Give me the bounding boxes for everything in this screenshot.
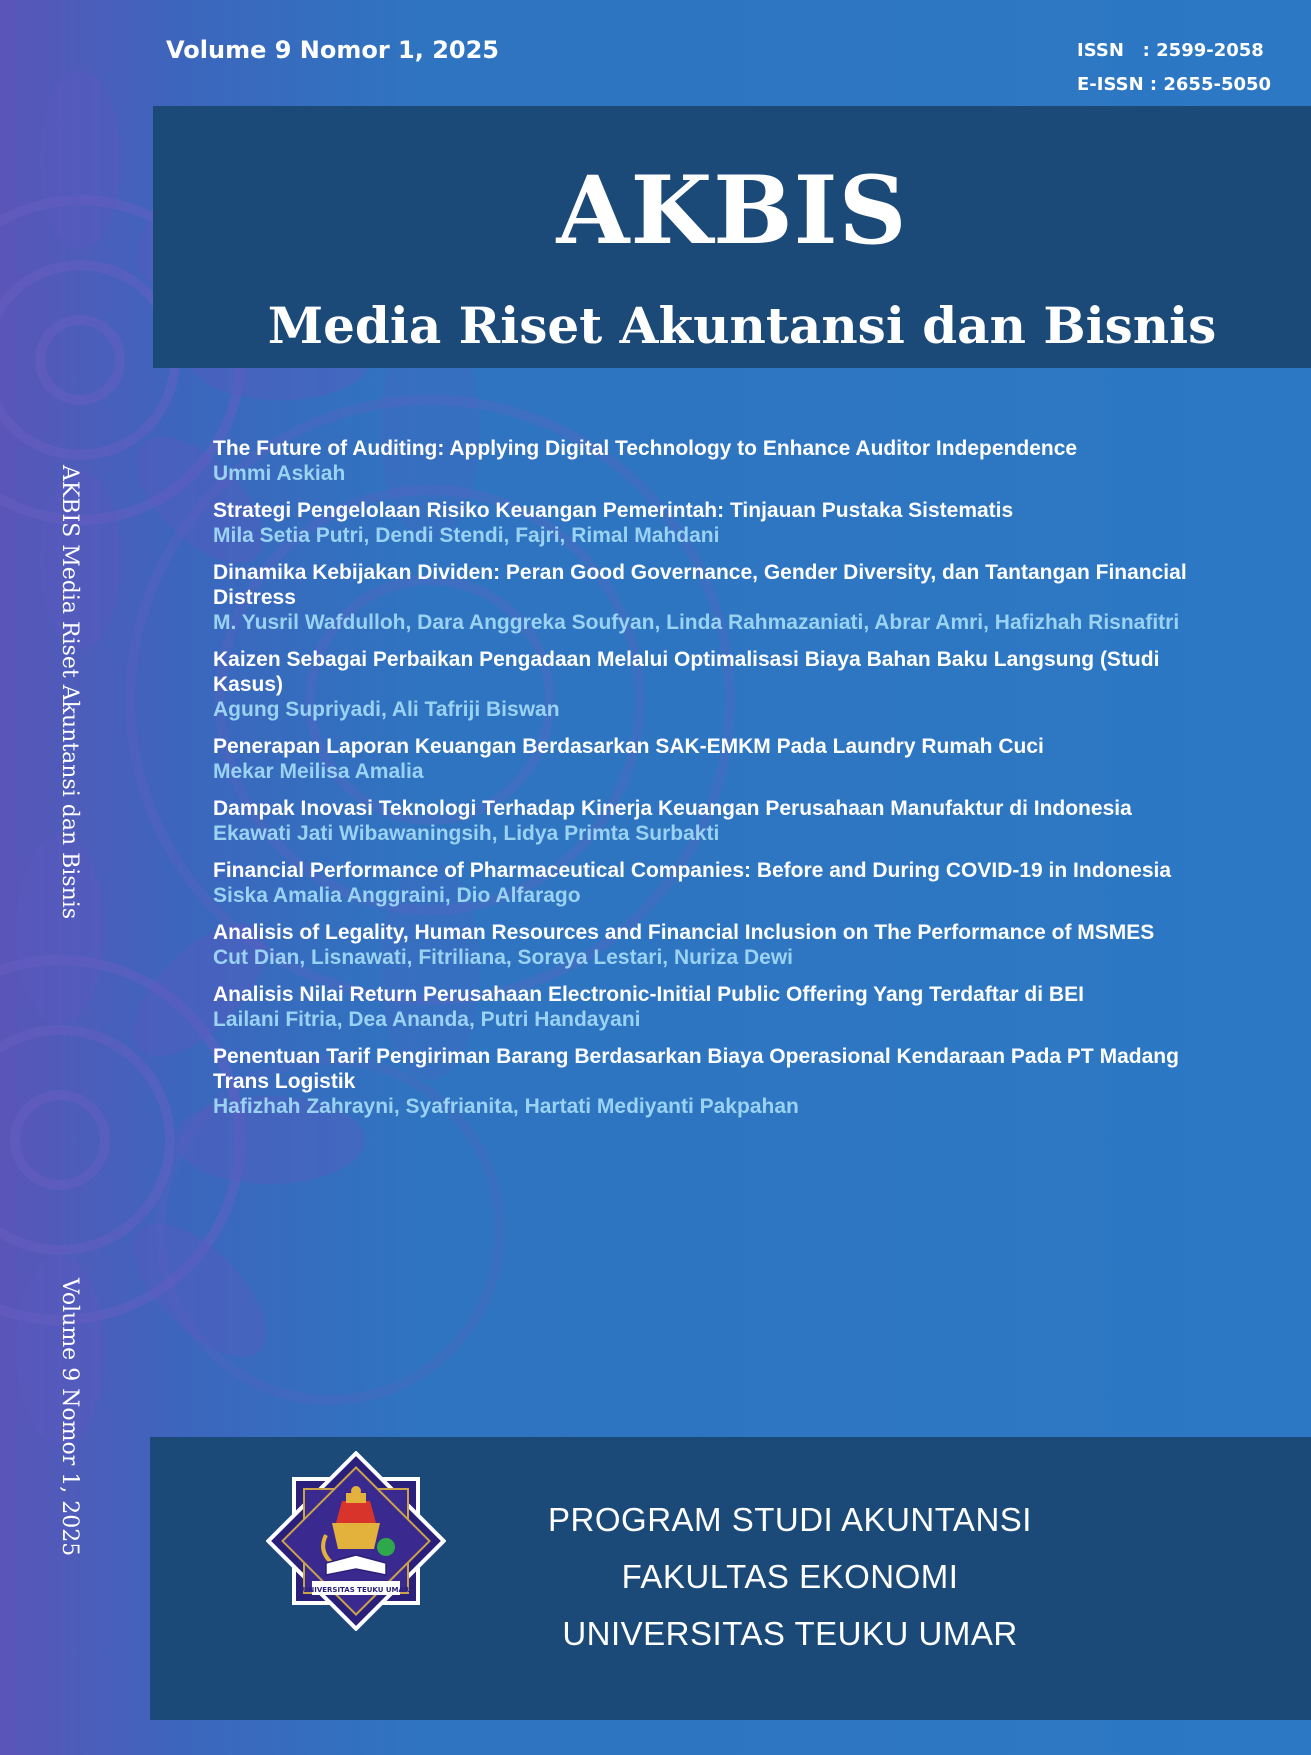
article-title: Strategi Pengelolaan Risiko Keuangan Pemerintah: Tinjauan Pustaka Sistematis xyxy=(213,499,1014,522)
institution-band xyxy=(150,1437,1311,1720)
article-title: Analisis of Legality, Human Resources and Financial Inclusion on The Performance of MSMES xyxy=(213,921,1155,944)
article-title: The Future of Auditing: Applying Digital Technology to Enhance Auditor Independence xyxy=(213,437,1078,460)
logo-caption: UNIVERSITAS TEUKU UMAR xyxy=(302,1586,410,1594)
journal-subtitle: Media Riset Akuntansi dan Bisnis xyxy=(267,296,1217,355)
article-title: Dampak Inovasi Teknologi Terhadap Kinerja Keuangan Perusahaan Manufaktur di Indonesia xyxy=(213,797,1132,820)
article-entry xyxy=(213,647,1213,722)
article-entry xyxy=(213,796,1213,846)
university-logo-icon xyxy=(266,1451,446,1631)
article-entry xyxy=(213,1044,1213,1119)
article-authors: Siska Amalia Anggraini, Dio Alfarago xyxy=(213,884,581,907)
article-authors: Cut Dian, Lisnawati, Fitriliana, Soraya Lestari, Nuriza Dewi xyxy=(213,946,793,969)
article-title: Analisis Nilai Return Perusahaan Electronic-Initial Public Offering Yang Terdaftar di BEI xyxy=(213,983,1084,1006)
article-entry xyxy=(213,982,1213,1032)
article-title: Penerapan Laporan Keuangan Berdasarkan SAK-EMKM Pada Laundry Rumah Cuci xyxy=(213,735,1044,758)
institution-name xyxy=(470,1491,1110,1662)
university-name: UNIVERSITAS TEUKU UMAR xyxy=(562,1615,1018,1652)
article-authors: Hafizhah Zahrayni, Syafrianita, Hartati Mediyanti Pakpahan xyxy=(213,1095,799,1118)
issn: ISSN : 2599-2058 xyxy=(1077,40,1264,61)
article-entry xyxy=(213,560,1213,635)
program-name: PROGRAM STUDI AKUNTANSI xyxy=(548,1501,1032,1538)
title-band xyxy=(153,106,1311,368)
article-title: Dinamika Kebijakan Dividen: Peran Good Governance, Gender Diversity, dan Tantangan Financial Distress xyxy=(213,561,1187,609)
spine-volume: Volume 9 Nomor 1, 2025 xyxy=(57,1278,82,1557)
article-authors: Ekawati Jati Wibawaningsih, Lidya Primta Surbakti xyxy=(213,822,720,845)
article-entry xyxy=(213,734,1213,784)
article-authors: Mekar Meilisa Amalia xyxy=(213,760,424,783)
issn-block xyxy=(1077,34,1271,102)
article-entry xyxy=(213,436,1213,486)
issue-volume: Volume 9 Nomor 1, 2025 xyxy=(166,36,499,64)
article-entry xyxy=(213,920,1213,970)
article-entry xyxy=(213,858,1213,908)
article-title: Financial Performance of Pharmaceutical Companies: Before and During COVID-19 in Indonesia xyxy=(213,859,1172,882)
table-of-contents xyxy=(213,436,1213,1131)
article-title: Penentuan Tarif Pengiriman Barang Berdasarkan Biaya Operasional Kendaraan Pada PT Madang Trans Logistik xyxy=(213,1045,1179,1093)
e-issn: E-ISSN : 2655-5050 xyxy=(1077,74,1272,95)
article-authors: Lailani Fitria, Dea Ananda, Putri Handayani xyxy=(213,1008,641,1031)
faculty-name: FAKULTAS EKONOMI xyxy=(621,1558,959,1595)
journal-title: AKBIS xyxy=(556,156,908,266)
article-authors: Mila Setia Putri, Dendi Stendi, Fajri, Rimal Mahdani xyxy=(213,524,720,547)
article-entry xyxy=(213,498,1213,548)
spine-title: AKBIS Media Riset Akuntansi dan Bisnis xyxy=(57,465,82,920)
article-authors: Ummi Askiah xyxy=(213,462,346,485)
article-title: Kaizen Sebagai Perbaikan Pengadaan Melalui Optimalisasi Biaya Bahan Baku Langsung (Studi Kasus) xyxy=(213,648,1160,696)
article-authors: Agung Supriyadi, Ali Tafriji Biswan xyxy=(213,698,560,721)
article-authors: M. Yusril Wafdulloh, Dara Anggreka Soufyan, Linda Rahmazaniati, Abrar Amri, Hafizhah Risnafitri xyxy=(213,611,1180,634)
